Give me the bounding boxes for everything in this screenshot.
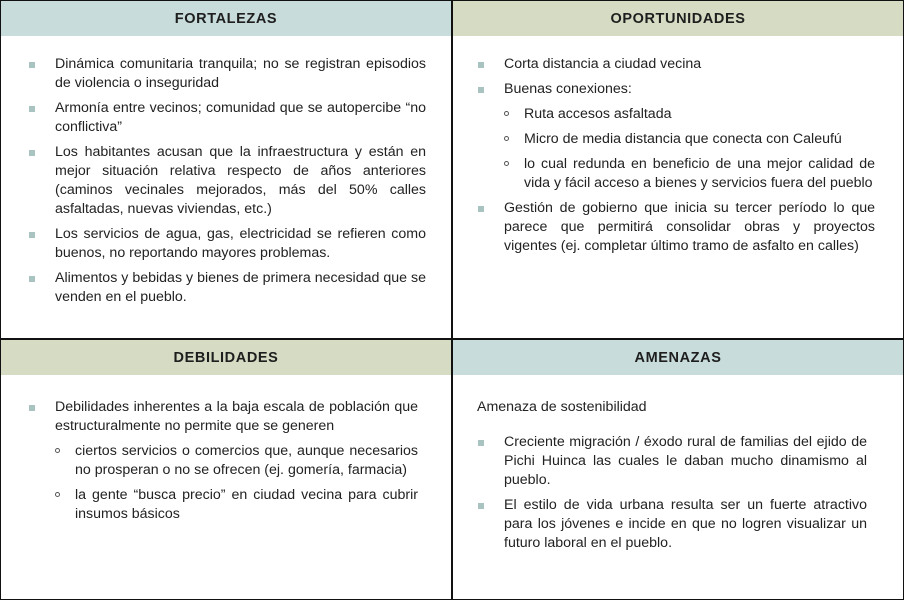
debilidades-sublist bbox=[28, 442, 418, 524]
amenazas-intro: Amenaza de sostenibilidad bbox=[477, 399, 647, 415]
cell-debilidades bbox=[28, 398, 418, 530]
sublist-item: lo cual redunda en beneficio de una mejor calidad de vida y fácil acceso a bienes y servicios fuera del pueblo bbox=[477, 155, 875, 193]
header-oportunidades: OPORTUNIDADES bbox=[453, 1, 903, 36]
header-debilidades: DEBILIDADES bbox=[1, 340, 451, 375]
cell-amenazas bbox=[477, 398, 867, 559]
debilidades-list bbox=[28, 398, 418, 524]
list-item: Los habitantes acusan que la infraestructura y están en mejor situación relativa respecto de años anteriores (caminos vecinales mejorados, más del 50% calles asfaltadas, nuevas viviendas, etc.) bbox=[28, 143, 426, 219]
list-item bbox=[28, 398, 418, 524]
list-item: Corta distancia a ciudad vecina bbox=[477, 55, 875, 74]
oportunidades-list bbox=[477, 55, 875, 256]
list-item bbox=[477, 80, 875, 193]
list-item: Dinámica comunitaria tranquila; no se registran episodios de violencia o inseguridad bbox=[28, 55, 426, 93]
sublist-item: Micro de media distancia que conecta con Caleufú bbox=[477, 130, 875, 149]
amenazas-list bbox=[477, 433, 867, 553]
vertical-divider bbox=[451, 0, 453, 600]
sublist-item: Ruta accesos asfaltada bbox=[477, 105, 875, 124]
list-item-label: Buenas conexiones: bbox=[504, 81, 632, 97]
cell-fortalezas bbox=[28, 55, 426, 313]
oportunidades-sublist bbox=[477, 105, 875, 193]
sublist-item: la gente “busca precio” en ciudad vecina para cubrir insumos básicos bbox=[28, 486, 418, 524]
list-item: El estilo de vida urbana resulta ser un fuerte atractivo para los jóvenes e incide en que no logren visualizar un futuro laboral en el pueblo. bbox=[477, 496, 867, 553]
sublist-item: ciertos servicios o comercios que, aunque necesarios no prosperan o no se ofrecen (ej. gomería, farmacia) bbox=[28, 442, 418, 480]
list-item: Alimentos y bebidas y bienes de primera necesidad que se venden en el pueblo. bbox=[28, 269, 426, 307]
list-item: Creciente migración / éxodo rural de familias del ejido de Pichi Huinca las cuales le daban mucho dinamismo al pueblo. bbox=[477, 433, 867, 490]
list-item: Armonía entre vecinos; comunidad que se autopercibe “no conflictiva” bbox=[28, 99, 426, 137]
header-fortalezas: FORTALEZAS bbox=[1, 1, 451, 36]
fortalezas-list bbox=[28, 55, 426, 307]
list-item: Gestión de gobierno que inicia su tercer período lo que parece que permitirá consolidar obras y proyectos vigentes (ej. completar último tramo de asfalto en calles) bbox=[477, 199, 875, 256]
header-amenazas: AMENAZAS bbox=[453, 340, 903, 375]
cell-oportunidades bbox=[477, 55, 875, 262]
list-item: Los servicios de agua, gas, electricidad se refieren como buenos, no reportando mayores problemas. bbox=[28, 225, 426, 263]
list-item-label: Debilidades inherentes a la baja escala de población que estructuralmente no permite que se generen bbox=[55, 399, 418, 434]
